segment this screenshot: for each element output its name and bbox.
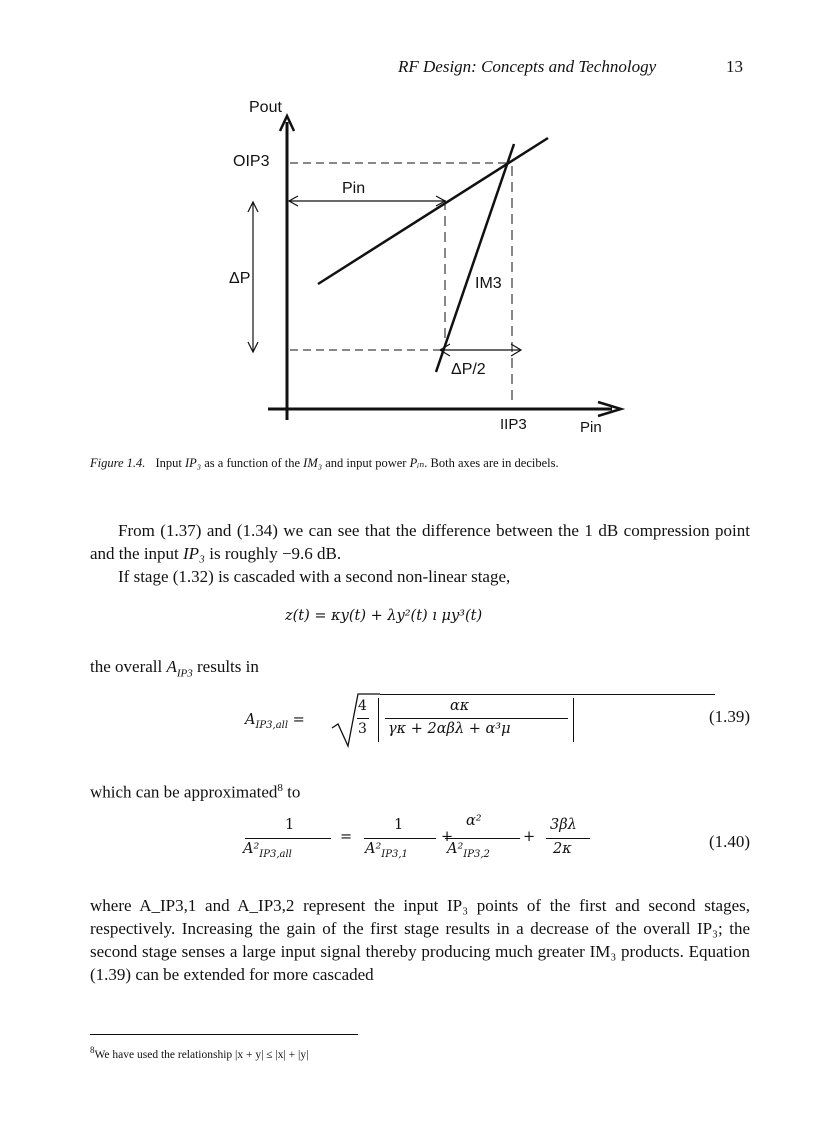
equation-number-1-40: (1.40) — [709, 832, 751, 851]
delta-p-label: ΔP — [229, 270, 251, 287]
pin-label: Pin — [342, 180, 366, 197]
page-number: 13 — [726, 57, 743, 76]
paragraph-approximated: which can be approximated$^8$ to — [90, 782, 301, 802]
footnote: $^8$We have used the relationship |x + y| ≤ |x| + |y| — [90, 1045, 309, 1061]
equation-number-1-39: (1.39) — [709, 707, 751, 726]
paragraph-overall: the overall $A_{IP3}$ results in — [90, 657, 259, 680]
paragraph-stages: where A_IP3,1 and A_IP3,2 represent the input IP₃ points of the first and second stages, respectively. Increasing the gain of the first stage results in a decrease of the overall IP₃; the second stage senses a large input signal thereby producing much greater IM₃ products. Equation (1.39) can be extended for more cascaded — [90, 896, 750, 984]
oip3-label: OIP3 — [233, 153, 270, 170]
im3-line — [436, 144, 514, 372]
ip3-figure — [225, 92, 630, 432]
delta-p-half-label: ΔP/2 — [451, 361, 486, 378]
footnote-rule — [90, 1034, 358, 1035]
square-root-sign — [330, 690, 380, 748]
im3-label: IM3 — [475, 275, 502, 292]
caption-label: Figure 1.4. — [90, 456, 146, 470]
figure-caption: Figure 1.4. Input IP₃ as a function of the IM₃ and input power Pᵢₙ. Both axes are in decibels. — [90, 456, 559, 470]
y-axis-label: Pout — [249, 99, 282, 116]
equation-z: z(t) = κy(t) + λy²(t) ı μy³(t) — [285, 608, 483, 624]
fundamental-line — [318, 138, 548, 284]
paragraph-cascade: If stage (1.32) is cascaded with a second non-linear stage, — [118, 567, 511, 586]
root-overline — [380, 694, 715, 695]
iip3-label: IIP3 — [500, 416, 527, 432]
equation-1-40: 1 $A^2_{IP3,all}$ = 1 $A^2_{IP3,1}$ + α² $A^2_{IP3,2}$ + 3βλ 2κ (1.40) — [243, 813, 751, 860]
x-axis-label: Pin — [580, 419, 602, 432]
paragraph-compression: From (1.37) and (1.34) we can see that the difference between the 1 dB compression point and the input IP₃ is roughly −9.6 dB. — [90, 521, 750, 563]
equation-1-39: $A_{IP3,all}$ = 4 3 ακ γκ + 2αβλ + α³μ (1.39) — [240, 690, 780, 750]
running-header-title: RF Design: Concepts and Technology — [398, 57, 657, 76]
